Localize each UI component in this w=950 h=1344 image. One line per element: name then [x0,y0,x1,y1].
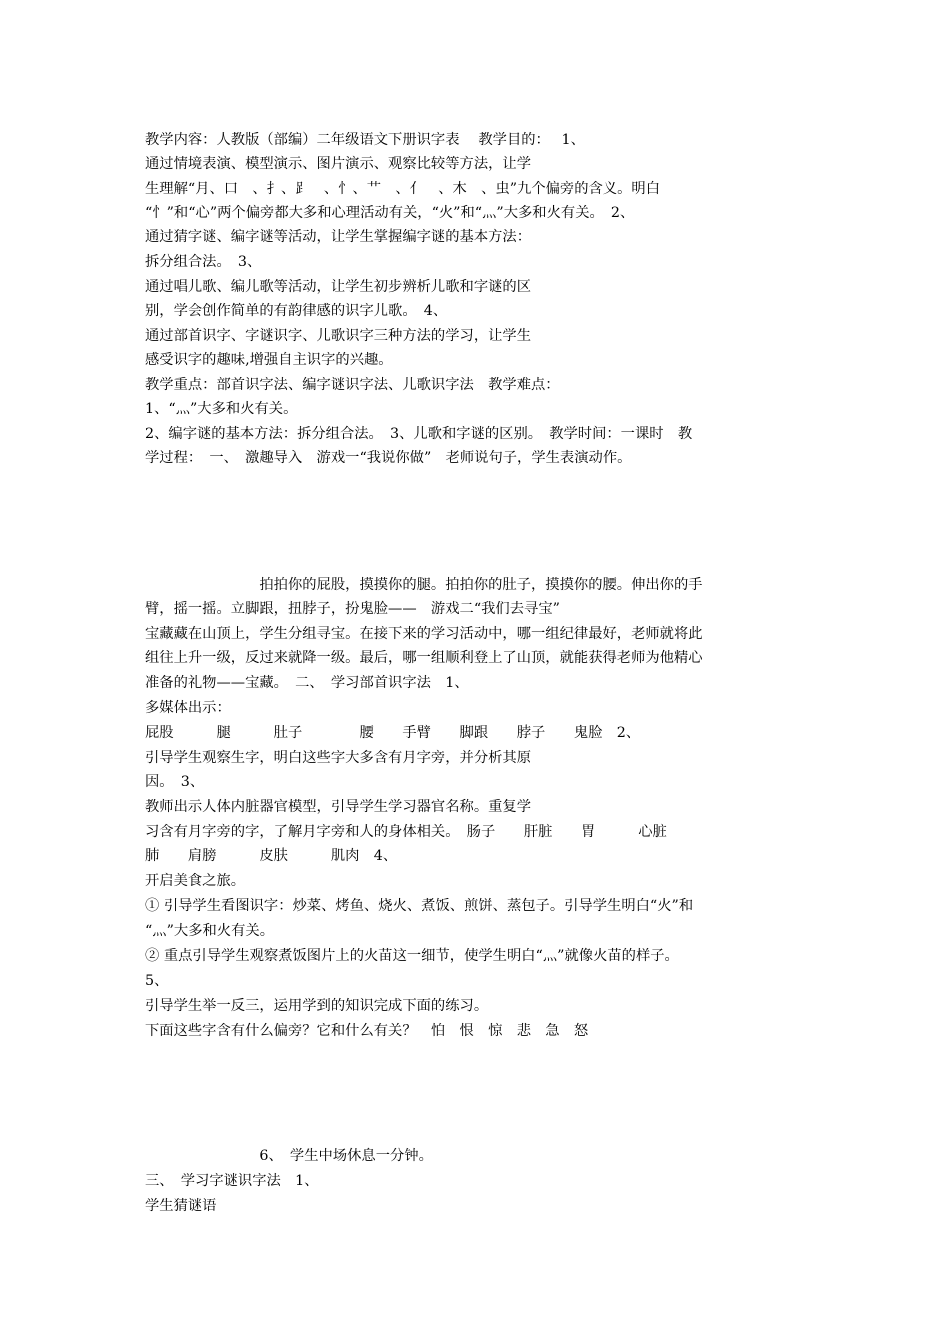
text-line: 感受识字的趣味,增强自主识字的兴趣。 [145,352,393,368]
text-line: 屁股 腿 肚子 腰 手臂 脚跟 脖子 鬼脸 2、 [145,725,641,741]
text-line: 开启美食之旅。 [145,873,246,889]
text-line: 生理解“月、口 、扌、⻊ 、忄、艹 、亻 、木 、虫”九个偏旁的含义。明白 [145,181,661,197]
text-line: 准备的礼物——宝藏。 二、 学习部首识字法 1、 [145,675,469,691]
text-line: 通过情境表演、模型演示、图片演示、观察比较等方法，让学 [145,156,532,172]
text-line: 5、 [145,973,169,989]
text-line: ① 引导学生看图识字：炒菜、烤鱼、烧火、煮饭、煎饼、蒸包子。引导学生明白“火”和 [145,898,694,914]
text-line: 引导学生观察生字，明白这些字大多含有月字旁，并分析其原 [145,750,532,766]
text-line: 引导学生举一反三，运用学到的知识完成下面的练习。 [145,998,489,1014]
text-line: “忄”和“心”两个偏旁都大多和心理活动有关，“火”和“灬”大多和火有关。 2、 [145,205,635,221]
text-line: 因。 3、 [145,774,205,790]
text-line: 学过程： 一、 激趣导入 游戏一“我说你做” 老师说句子，学生表演动作。 [145,450,632,466]
text-line: 拆分组合法。 3、 [145,254,262,270]
text-line: 6、 学生中场休息一分钟。 [145,1148,433,1164]
text-line: 宝藏藏在山顶上，学生分组寻宝。在接下来的学习活动中，哪一组纪律最好，老师就将此 [145,626,703,642]
text-line: “灬”大多和火有关。 [145,923,274,939]
text-line: 教师出示人体内脏器官模型，引导学生学习器官名称。重复学 [145,799,532,815]
text-line: 通过猜字谜、编字谜等活动，让学生掌握编字谜的基本方法： [145,229,532,245]
text-line: 肺 肩膀 皮肤 肌肉 4、 [145,848,398,864]
text-line: 教学重点：部首识字法、编字谜识字法、儿歌识字法 教学难点： [145,377,560,393]
text-line: 组往上升一级，反过来就降一级。最后，哪一组顺利登上了山顶，就能获得老师为他精心 [145,650,703,666]
text-line: 2、编字谜的基本方法：拆分组合法。 3、儿歌和字谜的区别。 教学时间：一课时 教 [145,426,693,442]
text-line: 别，学会创作简单的有韵律感的识字儿歌。 4、 [145,303,448,319]
text-line: 1、“灬”大多和火有关。 [145,401,298,417]
text-line: 通过部首识字、字谜识字、儿歌识字三种方法的学习，让学生 [145,328,532,344]
text-line: 多媒体出示： [145,700,231,716]
text-line: 教学内容：人教版（部编）二年级语文下册识字表 教学目的： 1、 [145,132,585,148]
text-line: 三、 学习字谜识字法 1、 [145,1173,319,1189]
text-line: 臂，摇一摇。立脚跟，扭脖子，扮鬼脸—— 游戏二“我们去寻宝” [145,601,560,617]
text-line: 习含有月字旁的字，了解月字旁和人的身体相关。 肠子 肝脏 胃 心脏 [145,824,667,840]
text-line: 拍拍你的屁股，摸摸你的腿。拍拍你的肚子，摸摸你的腰。伸出你的手 [145,577,703,593]
text-line: 下面这些字含有什么偏旁？它和什么有关？ 怕 恨 惊 悲 急 怒 [145,1023,589,1039]
text-line: 学生猜谜语 [145,1198,217,1214]
text-line: 通过唱儿歌、编儿歌等活动，让学生初步辨析儿歌和字谜的区 [145,279,532,295]
text-line: ② 重点引导学生观察煮饭图片上的火苗这一细节，使学生明白“灬”就像火苗的样子。 [145,948,679,964]
